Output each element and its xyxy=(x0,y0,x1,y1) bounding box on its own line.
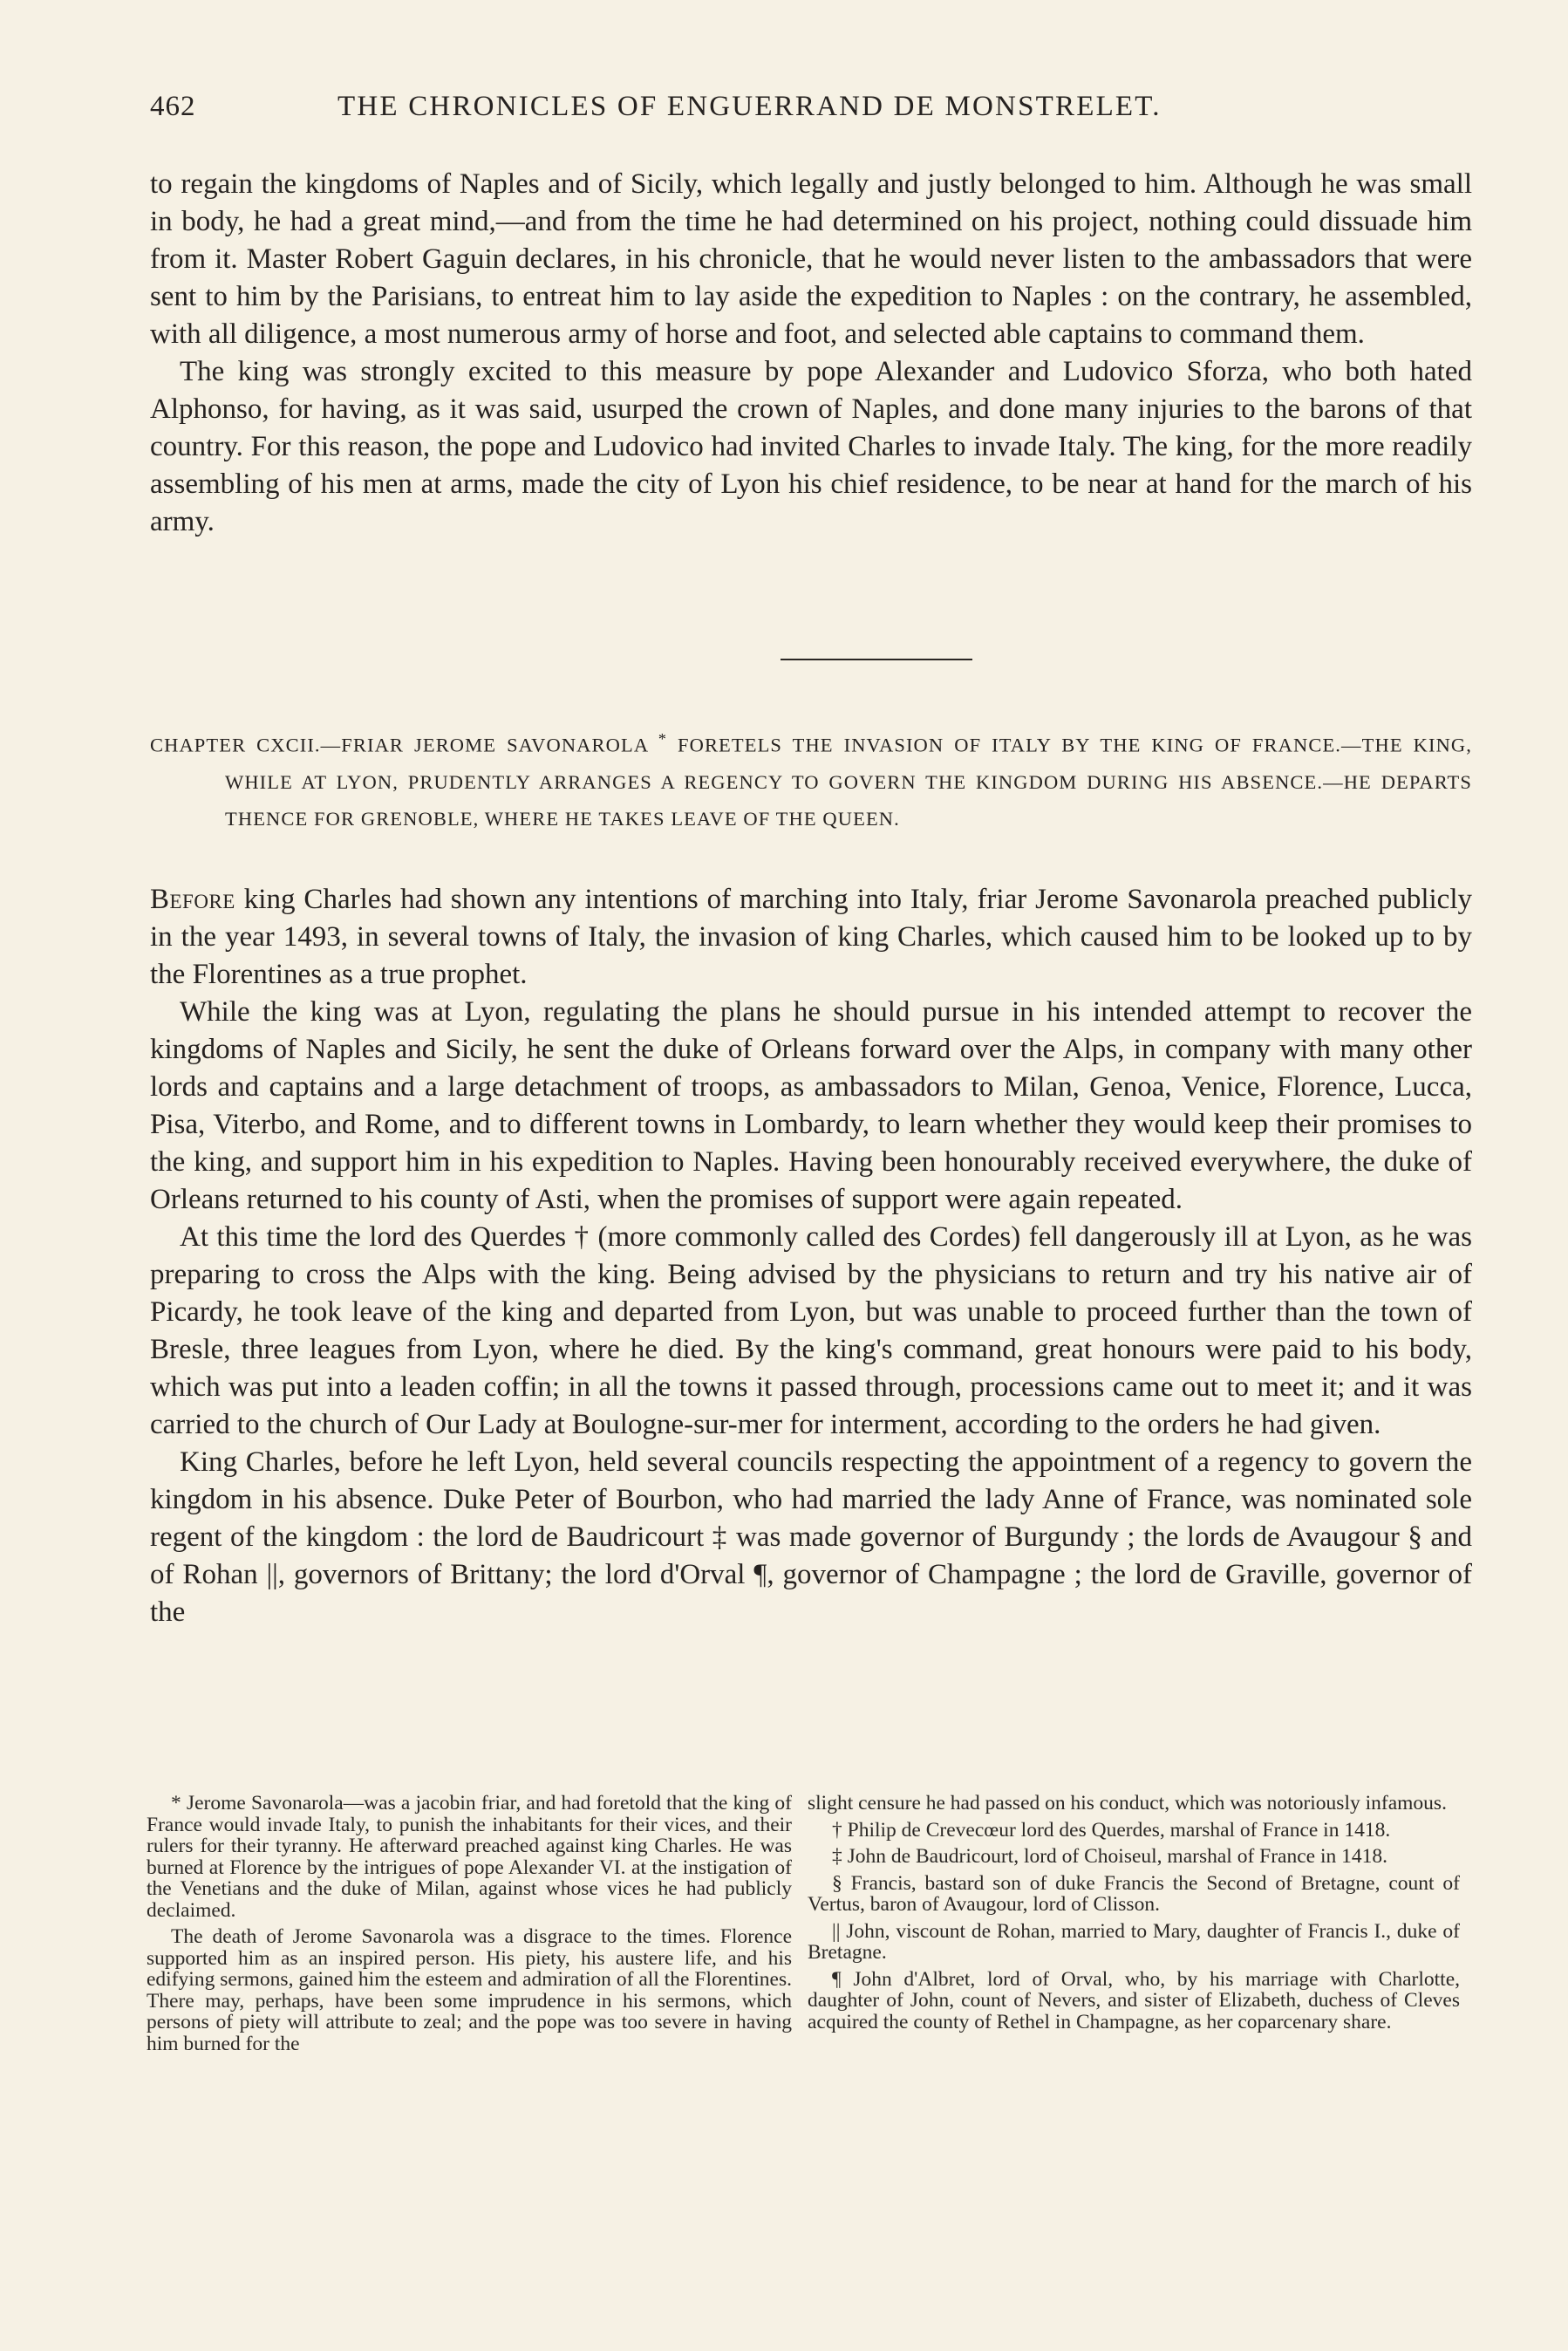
running-title: THE CHRONICLES OF ENGUERRAND DE MONSTRELET. xyxy=(337,91,1162,122)
footnote: † Philip de Crevecœur lord des Querdes, marshal of France in 1418. xyxy=(832,1818,1391,1842)
footnote: ¶ John d'Albret, lord of Orval, who, by his marriage with Charlotte, daughter of John, count of Nevers, and sister of Elizabeth, duchess of Cleves acquired the county of Rethel in Champagne, as her coparcenary share. xyxy=(808,1967,1460,2033)
opening-paragraph xyxy=(150,881,1472,994)
section-divider xyxy=(781,659,972,660)
running-head xyxy=(150,91,1458,129)
footnote: ‡ John de Baudricourt, lord of Choiseul, marshal of France in 1418. xyxy=(832,1845,1387,1868)
paragraph: King Charles, before he left Lyon, held several councils respecting the appointment of a regency to govern the kingdom in his absence. Duke Peter of Bourbon, who had married the lady Anne of France, was nominated sole regent of the kingdom : the lord de Baudricourt ‡ was made governor of Burgundy ; the lords de Avaugour § and of Rohan ||, governors of Brittany; the lord d'Orval ¶, governor of Champagne ; the lord de Graville, governor of the xyxy=(150,1446,1472,1628)
footnotes-left-column xyxy=(147,1793,792,2060)
paragraph: At this time the lord des Querdes † (more commonly called des Cordes) fell dangerously ill at Lyon, as he was preparing to cross the Alps with the king. Being advised by the physicians to return and try his native air of Picardy, he took leave of the king and departed from Lyon, but was unable to proceed further than the town of Bresle, three leagues from Lyon, where he died. By the king's command, great honours were paid to his body, which was put into a leaden coffin; in all the towns it passed through, processions came out to meet it; and it was carried to the church of Our Lady at Boulogne-sur-mer for interment, according to the orders he had given. xyxy=(150,1221,1472,1440)
footnote-continuation: slight censure he had passed on his conduct, which was notoriously infamous. xyxy=(808,1792,1447,1815)
page-number: 462 xyxy=(150,91,196,122)
footnote-marker: * xyxy=(658,730,668,748)
footnotes-right-column xyxy=(808,1793,1460,2038)
footnote: * Jerome Savonarola—was a jacobin friar, and had foretold that the king of France would invade Italy, to punish the inhabitants for their vices, and their rulers for their tyranny. He afterward preached against king Charles. He was burned at Florence by the intrigues of pope Alexander VI. at the instigation of the Venetians and the duke of Milan, against whose vices he had publicly declaimed. xyxy=(147,1792,792,1922)
chapter-body xyxy=(150,881,1472,1631)
intro-text xyxy=(150,166,1472,541)
paragraph: to regain the kingdoms of Naples and of Sicily, which legally and justly belonged to him. Although he was small in body, he had a great mind,—and from the time he had determined on his project, nothing could dissuade him from it. Master Robert Gaguin declares, in his chronicle, that he would never listen to the ambassadors that were sent to him by the Parisians, to entreat him to lay aside the expedition to Naples : on the contrary, he assembled, with all diligence, a most numerous army of horse and foot, and selected able captains to command them. xyxy=(150,168,1472,350)
chapter-heading-part2: FORETELS THE INVASION OF ITALY BY THE KING OF FRANCE.—THE KING, WHILE AT LYON, PRUDENTLY ARRANGES A REGENCY TO GOVERN THE KINGDOM DURING HIS ABSENCE.—HE DEPARTS THENCE FOR GRENOBLE, WHERE HE TAKES LEAVE OF THE QUEEN. xyxy=(225,734,1472,830)
opening-word: Before xyxy=(150,884,235,915)
paragraph: The king was strongly excited to this measure by pope Alexander and Ludovico Sforza, who both hated Alphonso, for having, as it was said, usurped the crown of Naples, and done many injuries to the barons of that country. For this reason, the pope and Ludovico had invited Charles to invade Italy. The king, for the more readily assembling of his men at arms, made the city of Lyon his chief residence, to be near at hand for the march of his army. xyxy=(150,356,1472,537)
paragraph: While the king was at Lyon, regulating the plans he should pursue in his intended attempt to recover the kingdoms of Naples and Sicily, he sent the duke of Orleans forward over the Alps, in company with many other lords and captains and a large detachment of troops, as ambassadors to Milan, Genoa, Venice, Florence, Lucca, Pisa, Viterbo, and Rome, and to different towns in Lombardy, to learn whether they would keep their promises to the king, and support him in his expedition to Naples. Having been honourably received everywhere, the duke of Orleans returned to his county of Asti, when the promises of support were again repeated. xyxy=(150,996,1472,1215)
chapter-heading xyxy=(150,721,1472,837)
opening-rest: king Charles had shown any intentions of marching into Italy, friar Jerome Savonarola preached publicly in the year 1493, in several towns of Italy, the invasion of king Charles, which caused him to be looked up to by the Florentines as a true prophet. xyxy=(150,884,1472,990)
chapter-heading-part1: CHAPTER CXCII.—FRIAR JEROME SAVONAROLA xyxy=(150,734,648,756)
footnote: || John, viscount de Rohan, married to Mary, daughter of Francis I., duke of Bretagne. xyxy=(808,1919,1460,1964)
footnote: The death of Jerome Savonarola was a disgrace to the times. Florence supported him as an inspired person. His piety, his austere life, and his edifying sermons, gained him the esteem and admiration of all the Florentines. There may, perhaps, have been some imprudence in his sermons, which persons of piety will attribute to zeal; and the pope was too severe in having him burned for the xyxy=(147,1925,792,2055)
footnote: § Francis, bastard son of duke Francis the Second of Bretagne, count of Vertus, baron of Avaugour, lord of Clisson. xyxy=(808,1871,1460,1916)
